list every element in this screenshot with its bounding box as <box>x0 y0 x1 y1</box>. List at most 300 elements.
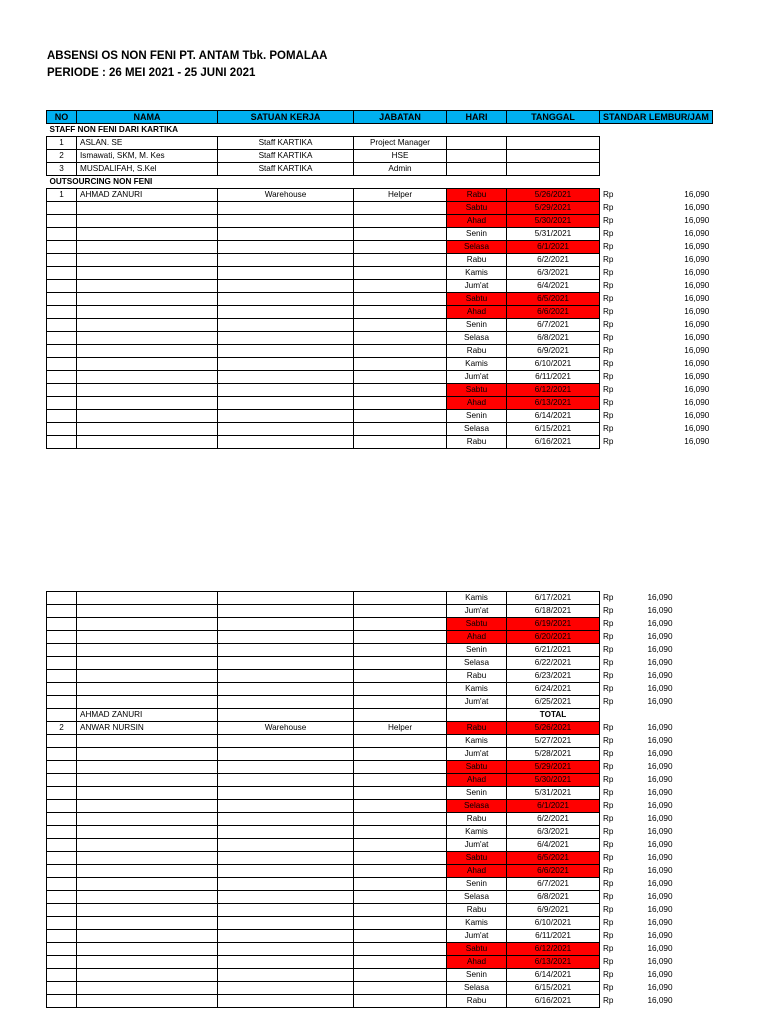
table-row <box>47 436 713 449</box>
cell-no <box>47 774 77 787</box>
cell-hari: Jum'at <box>447 605 507 618</box>
cell-jabatan <box>354 293 447 306</box>
cell-hari: Senin <box>447 644 507 657</box>
cell-nama <box>77 969 218 982</box>
cell-tanggal: 6/15/2021 <box>507 423 600 436</box>
cell-jabatan: Project Manager <box>354 137 447 150</box>
cell-hari: Rabu <box>447 722 507 735</box>
col-header-nama: NAMA <box>77 111 218 124</box>
cell-tanggal: 6/17/2021 <box>507 592 600 605</box>
staff-row <box>47 137 713 150</box>
cell-currency: Rp <box>603 281 614 290</box>
cell-hari: Kamis <box>447 683 507 696</box>
cell-rate: 16,090 <box>684 320 710 329</box>
cell-nama <box>77 995 218 1008</box>
cell-hari: Senin <box>447 410 507 423</box>
cell-tanggal: 6/7/2021 <box>507 319 600 332</box>
cell-jabatan <box>354 410 447 423</box>
table-row <box>47 371 713 384</box>
cell-currency: Rp <box>603 190 614 199</box>
cell-tanggal: 6/19/2021 <box>507 618 600 631</box>
cell-satuan-kerja <box>218 930 354 943</box>
cell-tanggal: 6/1/2021 <box>507 800 600 813</box>
table-row <box>47 384 713 397</box>
cell-nama <box>77 826 218 839</box>
cell-nama <box>77 839 218 852</box>
cell-tanggal: 6/14/2021 <box>507 410 600 423</box>
cell-satuan-kerja <box>218 917 354 930</box>
cell-currency: Rp <box>603 255 614 264</box>
cell-currency: Rp <box>603 918 614 927</box>
staff-row <box>47 150 713 163</box>
cell-hari: Kamis <box>447 917 507 930</box>
cell-hari <box>447 137 507 150</box>
cell-no <box>47 852 77 865</box>
table-row <box>47 748 676 761</box>
cell-rate: 16,090 <box>684 255 710 264</box>
cell-nama <box>77 423 218 436</box>
cell-satuan-kerja <box>218 865 354 878</box>
cell-nama <box>77 618 218 631</box>
cell-tanggal: 6/8/2021 <box>507 891 600 904</box>
cell-no <box>47 410 77 423</box>
cell-currency: Rp <box>603 320 614 329</box>
cell-jabatan: Admin <box>354 163 447 176</box>
cell-jabatan <box>354 345 447 358</box>
cell-tanggal: 5/29/2021 <box>507 761 600 774</box>
cell-currency: Rp <box>603 892 614 901</box>
cell-hari: Sabtu <box>447 384 507 397</box>
cell-jabatan <box>354 956 447 969</box>
cell-currency: Rp <box>603 723 614 732</box>
cell-rate: 16,090 <box>684 203 710 212</box>
cell-tanggal: 6/13/2021 <box>507 956 600 969</box>
cell-tanggal: 6/4/2021 <box>507 839 600 852</box>
cell-hari: Sabtu <box>447 293 507 306</box>
cell-no: 3 <box>47 163 77 176</box>
cell-satuan-kerja <box>218 904 354 917</box>
cell-no <box>47 735 77 748</box>
cell-no <box>47 592 77 605</box>
cell-nama <box>77 813 218 826</box>
cell-satuan-kerja <box>218 774 354 787</box>
cell-currency: Rp <box>603 840 614 849</box>
cell-no <box>47 293 77 306</box>
cell-nama <box>77 371 218 384</box>
cell-hari: Selasa <box>447 891 507 904</box>
cell-hari: Ahad <box>447 774 507 787</box>
cell-currency: Rp <box>603 385 614 394</box>
table-row <box>47 397 713 410</box>
cell-tanggal: 6/13/2021 <box>507 397 600 410</box>
cell-tanggal: 6/14/2021 <box>507 969 600 982</box>
cell-empty <box>644 137 712 150</box>
cell-nama: AHMAD ZANURI <box>77 189 218 202</box>
cell-rate: 16,090 <box>684 359 710 368</box>
cell-jabatan <box>354 969 447 982</box>
cell-no <box>47 345 77 358</box>
cell-rate: 16,090 <box>684 333 710 342</box>
cell-nama <box>77 800 218 813</box>
attendance-table-top <box>46 110 713 449</box>
cell-hari: Jum'at <box>447 839 507 852</box>
cell-no <box>47 358 77 371</box>
cell-tanggal: 6/2/2021 <box>507 813 600 826</box>
cell-no <box>47 605 77 618</box>
cell-hari <box>447 150 507 163</box>
cell-jabatan <box>354 241 447 254</box>
cell-satuan-kerja <box>218 267 354 280</box>
cell-jabatan <box>354 215 447 228</box>
cell-hari: Jum'at <box>447 930 507 943</box>
cell-nama <box>77 228 218 241</box>
table-row <box>47 696 676 709</box>
cell-satuan-kerja: Warehouse <box>218 189 354 202</box>
cell-tanggal: 6/3/2021 <box>507 826 600 839</box>
cell-jabatan <box>354 930 447 943</box>
table-row <box>47 709 676 722</box>
table-row <box>47 891 676 904</box>
cell-tanggal: 6/10/2021 <box>507 358 600 371</box>
cell-currency: Rp <box>603 671 614 680</box>
cell-tanggal: 6/8/2021 <box>507 332 600 345</box>
cell-tanggal: 5/27/2021 <box>507 735 600 748</box>
cell-currency: Rp <box>603 905 614 914</box>
cell-jabatan <box>354 696 447 709</box>
cell-jabatan <box>354 813 447 826</box>
cell-currency: Rp <box>603 736 614 745</box>
cell-jabatan <box>354 267 447 280</box>
table-row <box>47 254 713 267</box>
cell-hari: Rabu <box>447 345 507 358</box>
cell-rate: 16,090 <box>684 281 710 290</box>
section-row-outsourcing <box>47 176 713 189</box>
cell-no <box>47 280 77 293</box>
cell-no <box>47 631 77 644</box>
cell-rate: 16,090 <box>684 294 710 303</box>
cell-no <box>47 696 77 709</box>
cell-rate: 16,090 <box>684 229 710 238</box>
cell-rate: 16,090 <box>684 411 710 420</box>
cell-currency: Rp <box>603 931 614 940</box>
cell-tanggal: 6/12/2021 <box>507 943 600 956</box>
cell-no <box>47 384 77 397</box>
cell-nama <box>77 397 218 410</box>
cell-hari: Kamis <box>447 358 507 371</box>
cell-satuan-kerja <box>218 787 354 800</box>
cell-jabatan <box>354 995 447 1008</box>
cell-jabatan <box>354 280 447 293</box>
cell-satuan-kerja <box>218 696 354 709</box>
cell-tanggal: 5/28/2021 <box>507 748 600 761</box>
cell-hari: Rabu <box>447 904 507 917</box>
cell-tanggal: 6/11/2021 <box>507 930 600 943</box>
cell-rate: 16,090 <box>647 619 673 628</box>
cell-rate: 16,090 <box>684 268 710 277</box>
cell-nama <box>77 306 218 319</box>
cell-rate: 16,090 <box>684 190 710 199</box>
cell-rate: 16,090 <box>647 840 673 849</box>
cell-rate: 16,090 <box>647 970 673 979</box>
cell-no <box>47 332 77 345</box>
cell-satuan-kerja <box>218 280 354 293</box>
cell-currency: Rp <box>603 775 614 784</box>
col-header-hari: HARI <box>447 111 507 124</box>
cell-tanggal: 6/3/2021 <box>507 267 600 280</box>
cell-rate: 16,090 <box>647 918 673 927</box>
cell-tanggal: 6/9/2021 <box>507 345 600 358</box>
cell-currency: Rp <box>603 229 614 238</box>
cell-nama <box>77 384 218 397</box>
cell-jabatan <box>354 592 447 605</box>
cell-currency: Rp <box>603 957 614 966</box>
cell-currency: Rp <box>603 762 614 771</box>
cell-jabatan <box>354 254 447 267</box>
cell-rate: 16,090 <box>647 775 673 784</box>
cell-satuan-kerja <box>218 852 354 865</box>
cell-currency: Rp <box>603 645 614 654</box>
cell-nama <box>77 241 218 254</box>
cell-satuan-kerja <box>218 618 354 631</box>
cell-no <box>47 215 77 228</box>
header-row <box>47 111 713 124</box>
cell-currency: Rp <box>603 346 614 355</box>
cell-currency: Rp <box>603 294 614 303</box>
cell-empty <box>644 163 712 176</box>
table-row <box>47 956 676 969</box>
cell-jabatan <box>354 852 447 865</box>
cell-no <box>47 254 77 267</box>
cell-no <box>47 202 77 215</box>
cell-jabatan <box>354 657 447 670</box>
cell-satuan-kerja <box>218 670 354 683</box>
cell-jabatan <box>354 605 447 618</box>
table-row <box>47 904 676 917</box>
cell-rate: 16,090 <box>647 736 673 745</box>
cell-jabatan: HSE <box>354 150 447 163</box>
cell-no <box>47 982 77 995</box>
table-row <box>47 878 676 891</box>
cell-currency: Rp <box>603 307 614 316</box>
cell-jabatan <box>354 683 447 696</box>
table-row <box>47 865 676 878</box>
cell-no <box>47 813 77 826</box>
cell-currency: Rp <box>603 333 614 342</box>
cell-hari: Kamis <box>447 735 507 748</box>
cell-no <box>47 904 77 917</box>
cell-rate: 16,090 <box>647 892 673 901</box>
cell-satuan-kerja <box>218 735 354 748</box>
table-row <box>47 670 676 683</box>
cell-hari: Kamis <box>447 592 507 605</box>
cell-satuan-kerja <box>218 605 354 618</box>
cell-satuan-kerja <box>218 826 354 839</box>
cell-tanggal <box>507 137 600 150</box>
cell-rate: 16,090 <box>647 697 673 706</box>
cell-no <box>47 423 77 436</box>
cell-nama <box>77 891 218 904</box>
cell-hari: Senin <box>447 878 507 891</box>
cell-satuan-kerja <box>218 371 354 384</box>
cell-currency: Rp <box>603 697 614 706</box>
cell-hari: Rabu <box>447 670 507 683</box>
cell-jabatan <box>354 735 447 748</box>
cell-currency: Rp <box>603 593 614 602</box>
table-row <box>47 800 676 813</box>
cell-currency: Rp <box>603 996 614 1005</box>
cell-tanggal: 6/12/2021 <box>507 384 600 397</box>
cell-hari: Selasa <box>447 241 507 254</box>
cell-satuan-kerja <box>218 306 354 319</box>
cell-currency: Rp <box>603 411 614 420</box>
cell-jabatan <box>354 618 447 631</box>
cell-tanggal: 6/24/2021 <box>507 683 600 696</box>
cell-tanggal: 6/1/2021 <box>507 241 600 254</box>
cell-satuan-kerja <box>218 956 354 969</box>
cell-jabatan <box>354 709 447 722</box>
cell-no <box>47 241 77 254</box>
cell-satuan-kerja <box>218 839 354 852</box>
cell-nama <box>77 865 218 878</box>
cell-hari: Sabtu <box>447 202 507 215</box>
cell-empty <box>644 150 712 163</box>
cell-no: 2 <box>47 150 77 163</box>
cell-empty <box>600 163 645 176</box>
cell-currency: Rp <box>603 359 614 368</box>
cell-satuan-kerja <box>218 800 354 813</box>
cell-jabatan <box>354 358 447 371</box>
cell-satuan-kerja <box>218 878 354 891</box>
col-header-tanggal: TANGGAL <box>507 111 600 124</box>
cell-nama <box>77 930 218 943</box>
cell-nama <box>77 332 218 345</box>
cell-tanggal: 6/5/2021 <box>507 293 600 306</box>
section-row-staff <box>47 124 713 137</box>
cell-hari: Selasa <box>447 657 507 670</box>
cell-satuan-kerja <box>218 709 354 722</box>
cell-satuan-kerja <box>218 228 354 241</box>
cell-satuan-kerja <box>218 384 354 397</box>
cell-hari: Jum'at <box>447 696 507 709</box>
table-row <box>47 917 676 930</box>
cell-rate: 16,090 <box>647 944 673 953</box>
cell-rate: 16,090 <box>647 957 673 966</box>
cell-rate: 16,090 <box>647 671 673 680</box>
cell-no: 2 <box>47 722 77 735</box>
cell-nama <box>77 267 218 280</box>
table-row <box>47 306 713 319</box>
table-row <box>47 722 676 735</box>
cell-no <box>47 436 77 449</box>
cell-no <box>47 670 77 683</box>
cell-nama: ASLAN. SE <box>77 137 218 150</box>
cell-hari: Rabu <box>447 254 507 267</box>
cell-satuan-kerja <box>218 345 354 358</box>
cell-rate: 16,090 <box>684 372 710 381</box>
cell-hari: Sabtu <box>447 943 507 956</box>
cell-tanggal: 6/5/2021 <box>507 852 600 865</box>
cell-hari: Ahad <box>447 215 507 228</box>
cell-satuan-kerja <box>218 748 354 761</box>
cell-tanggal <box>507 150 600 163</box>
cell-no <box>47 995 77 1008</box>
cell-no <box>47 826 77 839</box>
table-row <box>47 774 676 787</box>
cell-hari: Sabtu <box>447 852 507 865</box>
cell-no: 1 <box>47 189 77 202</box>
col-header-satuan-kerja: SATUAN KERJA <box>218 111 354 124</box>
table-row <box>47 839 676 852</box>
table-row <box>47 215 713 228</box>
cell-satuan-kerja <box>218 995 354 1008</box>
cell-no <box>47 787 77 800</box>
cell-hari: Selasa <box>447 800 507 813</box>
cell-jabatan <box>354 774 447 787</box>
cell-nama <box>77 592 218 605</box>
cell-hari: Ahad <box>447 397 507 410</box>
cell-rate: 16,090 <box>647 723 673 732</box>
cell-nama <box>77 215 218 228</box>
cell-tanggal: 6/7/2021 <box>507 878 600 891</box>
cell-jabatan <box>354 202 447 215</box>
cell-currency: Rp <box>603 372 614 381</box>
cell-nama <box>77 280 218 293</box>
cell-jabatan <box>354 904 447 917</box>
cell-jabatan <box>354 891 447 904</box>
cell-rate: 16,090 <box>647 996 673 1005</box>
cell-satuan-kerja <box>218 644 354 657</box>
cell-tanggal: 6/23/2021 <box>507 670 600 683</box>
section-label-staff: STAFF NON FENI DARI KARTIKA <box>49 125 179 134</box>
cell-no <box>47 969 77 982</box>
cell-satuan-kerja: Warehouse <box>218 722 354 735</box>
cell-satuan-kerja <box>218 241 354 254</box>
cell-nama <box>77 358 218 371</box>
cell-satuan-kerja <box>218 202 354 215</box>
cell-jabatan <box>354 982 447 995</box>
cell-satuan-kerja <box>218 982 354 995</box>
cell-currency: Rp <box>603 879 614 888</box>
cell-hari: Rabu <box>447 436 507 449</box>
cell-tanggal: 6/22/2021 <box>507 657 600 670</box>
cell-jabatan: Helper <box>354 722 447 735</box>
cell-hari: Ahad <box>447 631 507 644</box>
cell-jabatan <box>354 384 447 397</box>
cell-no <box>47 709 77 722</box>
cell-rate: 16,090 <box>647 684 673 693</box>
period-title: PERIODE : 26 MEI 2021 - 25 JUNI 2021 <box>47 67 256 79</box>
staff-row <box>47 163 713 176</box>
cell-nama <box>77 683 218 696</box>
cell-jabatan <box>354 670 447 683</box>
table-row <box>47 605 676 618</box>
cell-tanggal: 6/2/2021 <box>507 254 600 267</box>
cell-rate: 16,090 <box>647 827 673 836</box>
cell-currency: Rp <box>603 801 614 810</box>
table-row <box>47 280 713 293</box>
cell-jabatan <box>354 748 447 761</box>
cell-nama <box>77 696 218 709</box>
table-row <box>47 358 713 371</box>
table-row <box>47 202 713 215</box>
cell-hari: Kamis <box>447 826 507 839</box>
cell-no <box>47 865 77 878</box>
cell-rate: 16,090 <box>647 788 673 797</box>
cell-currency: Rp <box>603 424 614 433</box>
cell-currency: Rp <box>603 788 614 797</box>
cell-satuan-kerja: Staff KARTIKA <box>218 163 354 176</box>
cell-tanggal: 5/30/2021 <box>507 774 600 787</box>
